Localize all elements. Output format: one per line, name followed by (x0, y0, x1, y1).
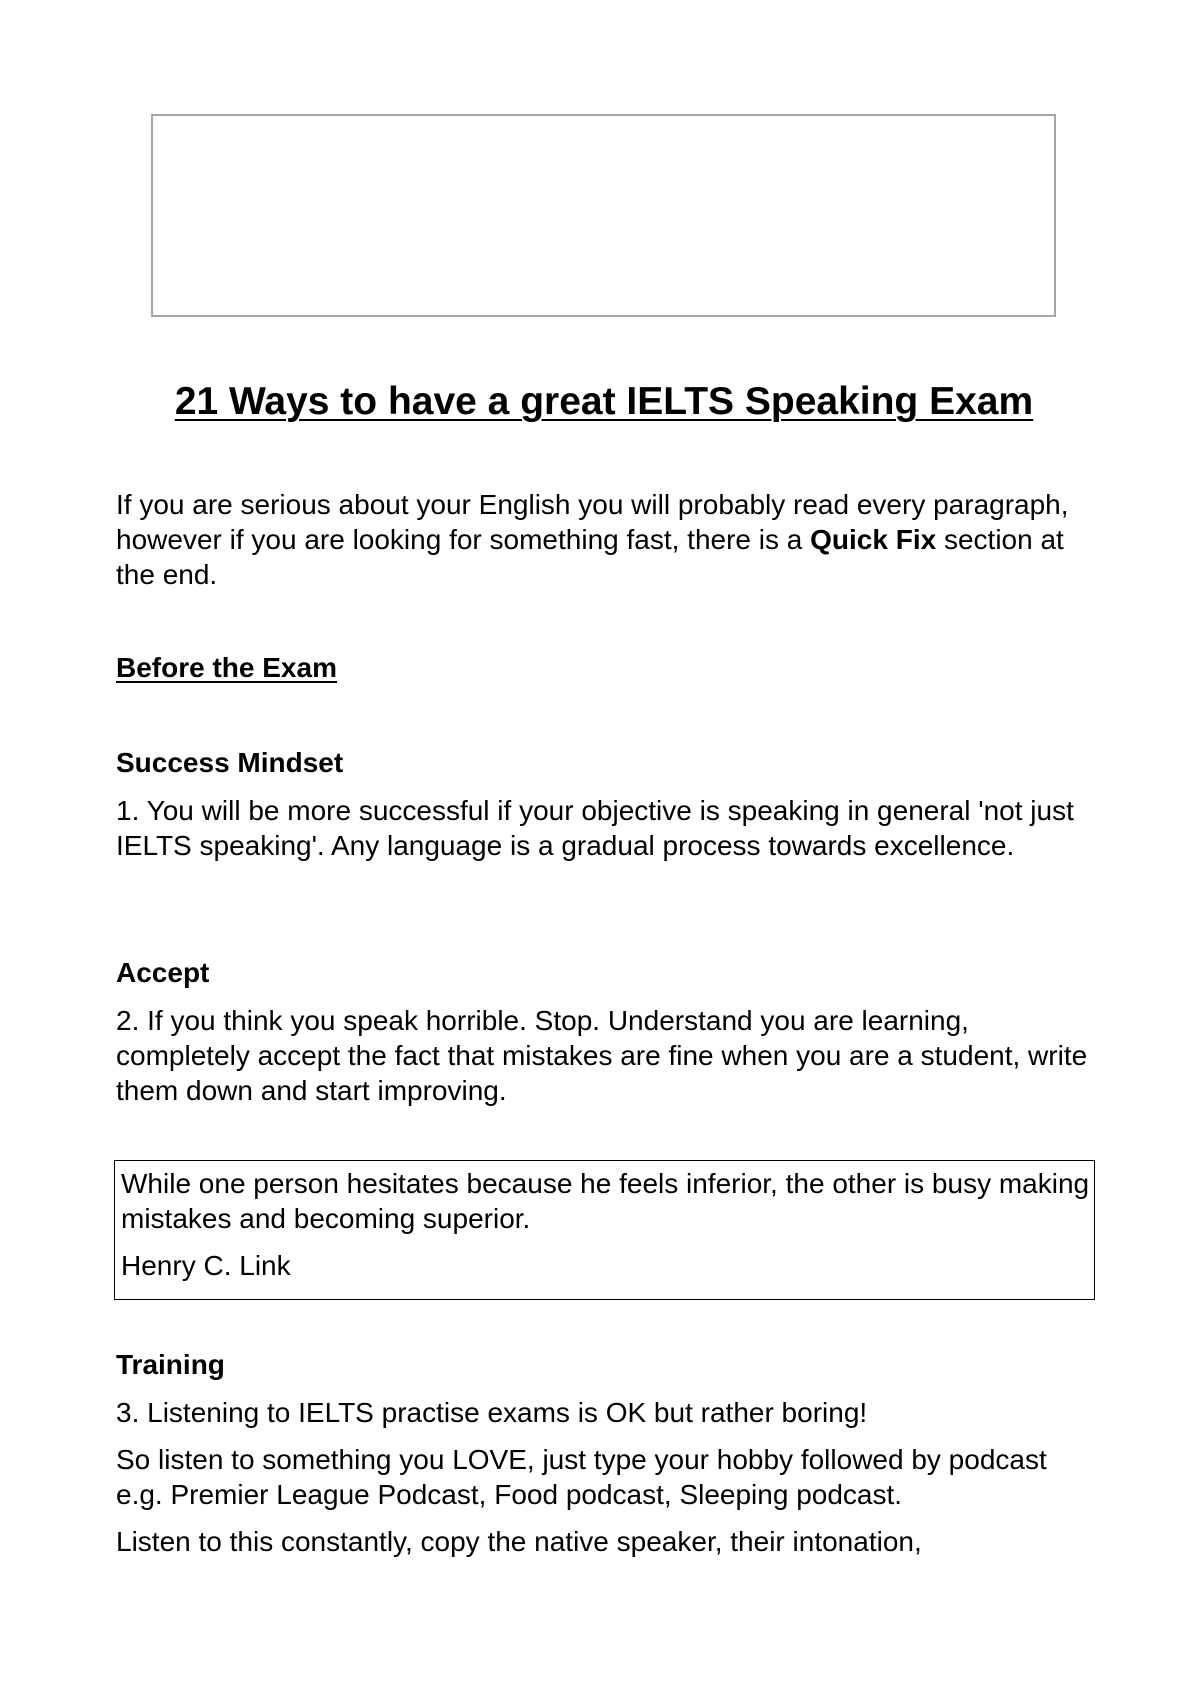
intro-text: If you are serious about your English you will probably read every paragraph, however if you are looking for something fast, there is a (116, 489, 1069, 555)
intro-text-end: section at the end. (116, 524, 1064, 590)
tip-heading-accept: Accept (116, 957, 210, 988)
tip-heading-success-mindset: Success Mindset (116, 747, 344, 778)
intro-paragraph (116, 487, 1096, 592)
quote-author: Henry C. Link (121, 1250, 291, 1281)
tip-text-2: 2. If you think you speak horrible. Stop. Understand you are learning, completely accept the fact that mistakes are fine when you are a student, write them down and start improving. (116, 1005, 1088, 1106)
tip-text-3-extra-1: So listen to something you LOVE, just type your hobby followed by podcast e.g. Premier League Podcast, Food podcast, Sleeping podcast. (116, 1444, 1047, 1510)
tip-heading-training: Training (116, 1349, 225, 1380)
quote-text: While one person hesitates because he feels inferior, the other is busy making mistakes and becoming superior. (121, 1168, 1090, 1234)
tip-text-1: 1. You will be more successful if your objective is speaking in general 'not just IELTS speaking'. Any language is a gradual process towards excellence. (116, 795, 1074, 861)
quick-fix-emphasis: Quick Fix (810, 524, 937, 555)
document-title: 21 Ways to have a great IELTS Speaking Exam (174, 380, 1034, 423)
tip-text-3: 3. Listening to IELTS practise exams is OK but rather boring! (116, 1397, 868, 1428)
tip-text-3-extra-2: Listen to this constantly, copy the native speaker, their intonation, (116, 1526, 922, 1557)
header-image-placeholder (151, 114, 1056, 317)
section-heading-before-exam: Before the Exam (116, 652, 337, 683)
